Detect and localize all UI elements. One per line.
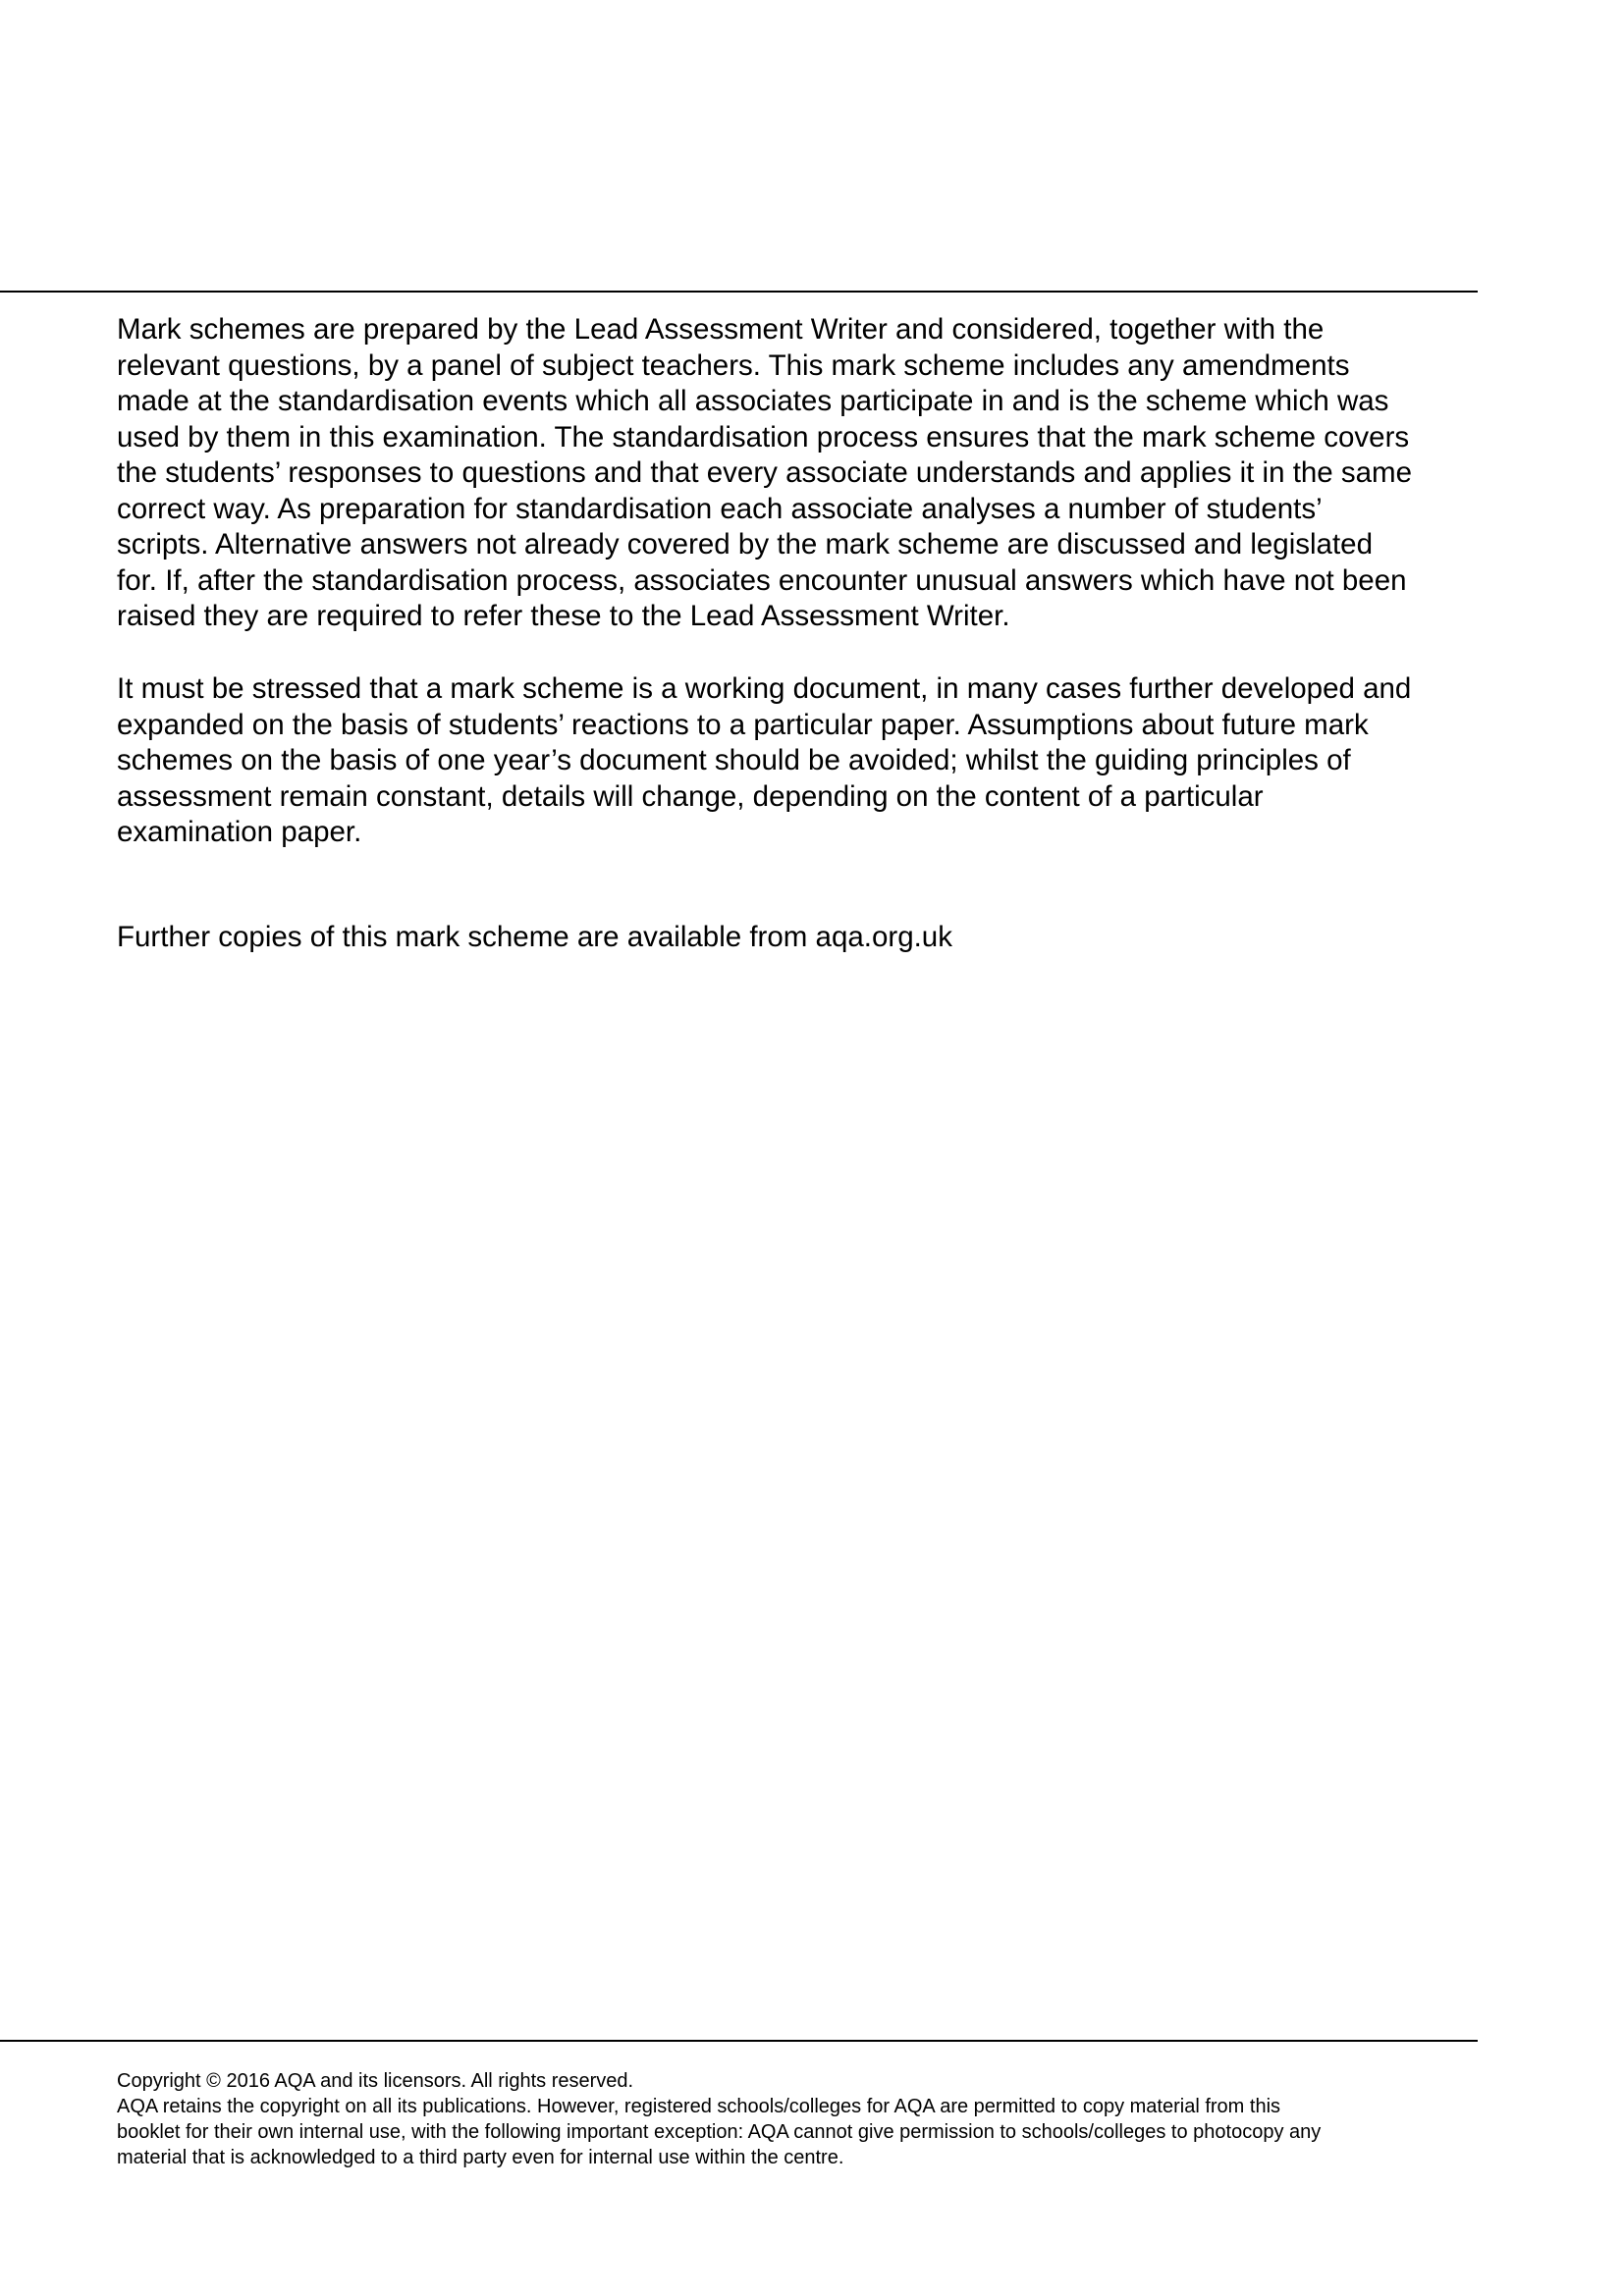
paragraph-line: relevant questions, by a panel of subject teachers. This mark scheme includes any amendments bbox=[117, 348, 1350, 382]
paragraph-line: the students’ responses to questions and that every associate understands and applies it in the same bbox=[117, 456, 1413, 489]
paragraph-line: examination paper. bbox=[117, 816, 362, 848]
paragraph-line: used by them in this examination. The standardisation process ensures that the mark scheme covers bbox=[117, 420, 1410, 454]
paragraph-line: scripts. Alternative answers not already covered by the mark scheme are discussed and legislated bbox=[117, 528, 1373, 561]
working-document-paragraph bbox=[117, 671, 1491, 851]
bottom-divider bbox=[0, 2040, 1478, 2042]
copyright-notice-line: booklet for their own internal use, with the following important exception: AQA cannot give permission to schools/colleges to photocopy any bbox=[117, 2121, 1322, 2143]
mark-scheme-preparation-paragraph bbox=[117, 312, 1491, 635]
paragraph-line: schemes on the basis of one year’s document should be avoided; whilst the guiding principles of bbox=[117, 744, 1351, 776]
copyright-notice-line: material that is acknowledged to a third party even for internal use within the centre. bbox=[117, 2147, 844, 2168]
paragraph-line: made at the standardisation events which all associates participate in and is the scheme which was bbox=[117, 385, 1389, 417]
copyright-footer bbox=[117, 2068, 1491, 2170]
copyright-notice-line: AQA retains the copyright on all its publications. However, registered schools/colleges for AQA are permitted to copy material from this bbox=[117, 2096, 1281, 2117]
paragraph-line: assessment remain constant, details will change, depending on the content of a particular bbox=[117, 779, 1264, 813]
copyright-line: Copyright © 2016 AQA and its licensors. All rights reserved. bbox=[117, 2070, 634, 2092]
paragraph-line: It must be stressed that a mark scheme is a working document, in many cases further developed and bbox=[117, 672, 1412, 705]
paragraph-line: correct way. As preparation for standardisation each associate analyses a number of students’ bbox=[117, 492, 1323, 525]
top-divider bbox=[0, 291, 1478, 293]
paragraph-line: raised they are required to refer these to the Lead Assessment Writer. bbox=[117, 600, 1010, 632]
paragraph-line: Mark schemes are prepared by the Lead Assessment Writer and considered, together with the bbox=[117, 313, 1325, 346]
paragraph-line: expanded on the basis of students’ reactions to a particular paper. Assumptions about future mark bbox=[117, 708, 1369, 741]
paragraph-line: for. If, after the standardisation process, associates encounter unusual answers which have not been bbox=[117, 563, 1407, 597]
further-copies-paragraph bbox=[117, 920, 1491, 956]
further-copies-text: Further copies of this mark scheme are available from aqa.org.uk bbox=[117, 921, 952, 953]
